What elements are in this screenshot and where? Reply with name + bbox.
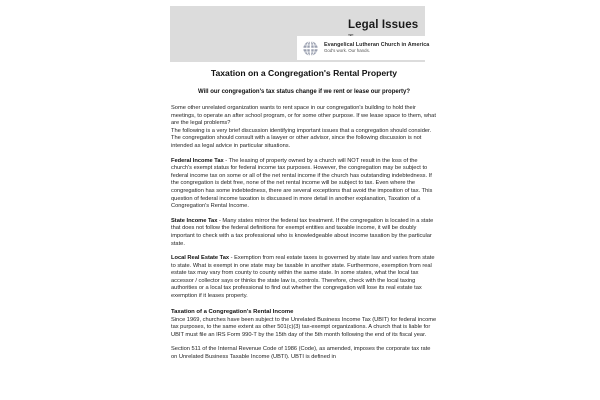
document-title: Taxation on a Congregation's Rental Property (210, 68, 398, 78)
logo-organization-name: Evangelical Lutheran Church in America (324, 41, 430, 48)
section-state-income-tax (171, 218, 437, 248)
elca-cross-globe-icon (302, 40, 319, 57)
section-dash-0: - (223, 157, 229, 164)
section-dash-1: - (217, 217, 223, 224)
section-heading-local-real-estate-tax: Local Real Estate Tax (171, 255, 230, 262)
section-text-state-income-tax: Many states mirror the federal tax treatment. If the congregation is located in a state that does not follow the federal definitions for exempt entities and taxable income, it will be doubly important to check with a tax professional who is knowledgeable about income taxation by the particular state. (171, 217, 434, 247)
intro-paragraph-1: Some other unrelated organization wants to rent space in our congregation's building to hold their meetings, to operate an after school program, or for some other purpose. If we lease space to them, what are the legal problems? (171, 105, 436, 127)
document-body (171, 68, 437, 369)
logo-tagline: God's work. Our hands. (324, 48, 370, 54)
section-heading-federal-income-tax: Federal Income Tax (171, 157, 224, 164)
subsection-paragraph-2: Section 511 of the Internal Revenue Code of 1986 (Code), as amended, imposes the corporate tax rate on Unrelated Business Taxable Income (UBTI). UBTI is defined in (171, 346, 431, 361)
logo-text-block (324, 42, 429, 55)
section-federal-income-tax (171, 158, 437, 211)
section-local-real-estate-tax (171, 255, 437, 301)
document-question: Will our congregation's tax status change if we rent or lease our property? (197, 89, 411, 95)
section-text-local-real-estate-tax: Exemption from real estate taxes is governed by state law and varies from state to state. What is exempt in one state may be taxable in another state. Furthermore, exemption from real estate tax may vary from county to county within the same state. In some states, what the local tax accessor / collector says or thinks the state law is, controls. Therefore, check with the local taxing authorities or a local tax professional to find out whether the congregation will lose its real estate tax exemption if it leases property. (171, 255, 435, 300)
organization-logo (297, 36, 430, 60)
subsection-paragraph-1: Since 1969, churches have been subject to the Unrelated Business Income Tax (UBIT) for federal income tax purposes, to the same extent as other 501(c)(3) tax-exempt organizations. A church that is liable for UBIT must file an IRS Form 990-T by the 15th day of the 5th month following the end of its fiscal year. (171, 316, 437, 338)
section-heading-state-income-tax: State Income Tax (171, 217, 218, 224)
section-dash-2: - (229, 255, 235, 262)
intro-paragraph-2: The following is a very brief discussion identifying important issues that a congregation should consider. The congregation should consult with a lawyer or other advisor, since the following discussion is not intended as legal advice in particular situations. (171, 127, 432, 149)
page-title: Legal Issues (348, 19, 419, 31)
section-text-federal-income-tax: The leasing of property owned by a church will NOT result in the loss of the church's exempt status for federal income tax purposes. However, the congregation may be subject to federal income tax on some or all of the net rental income if the church has outstanding indebtedness. If the congregation is debt free, none of the net rental income will be subject to tax. Even where the congregation has some indebtedness, there are several exceptions that avoid the imposition of tax. This question of federal income taxation is discussed in more detail in another explanation, Taxation of a Congregation's Rental Income. (171, 157, 433, 210)
subsection-heading: Taxation of a Congregation's Rental Income (171, 308, 294, 315)
